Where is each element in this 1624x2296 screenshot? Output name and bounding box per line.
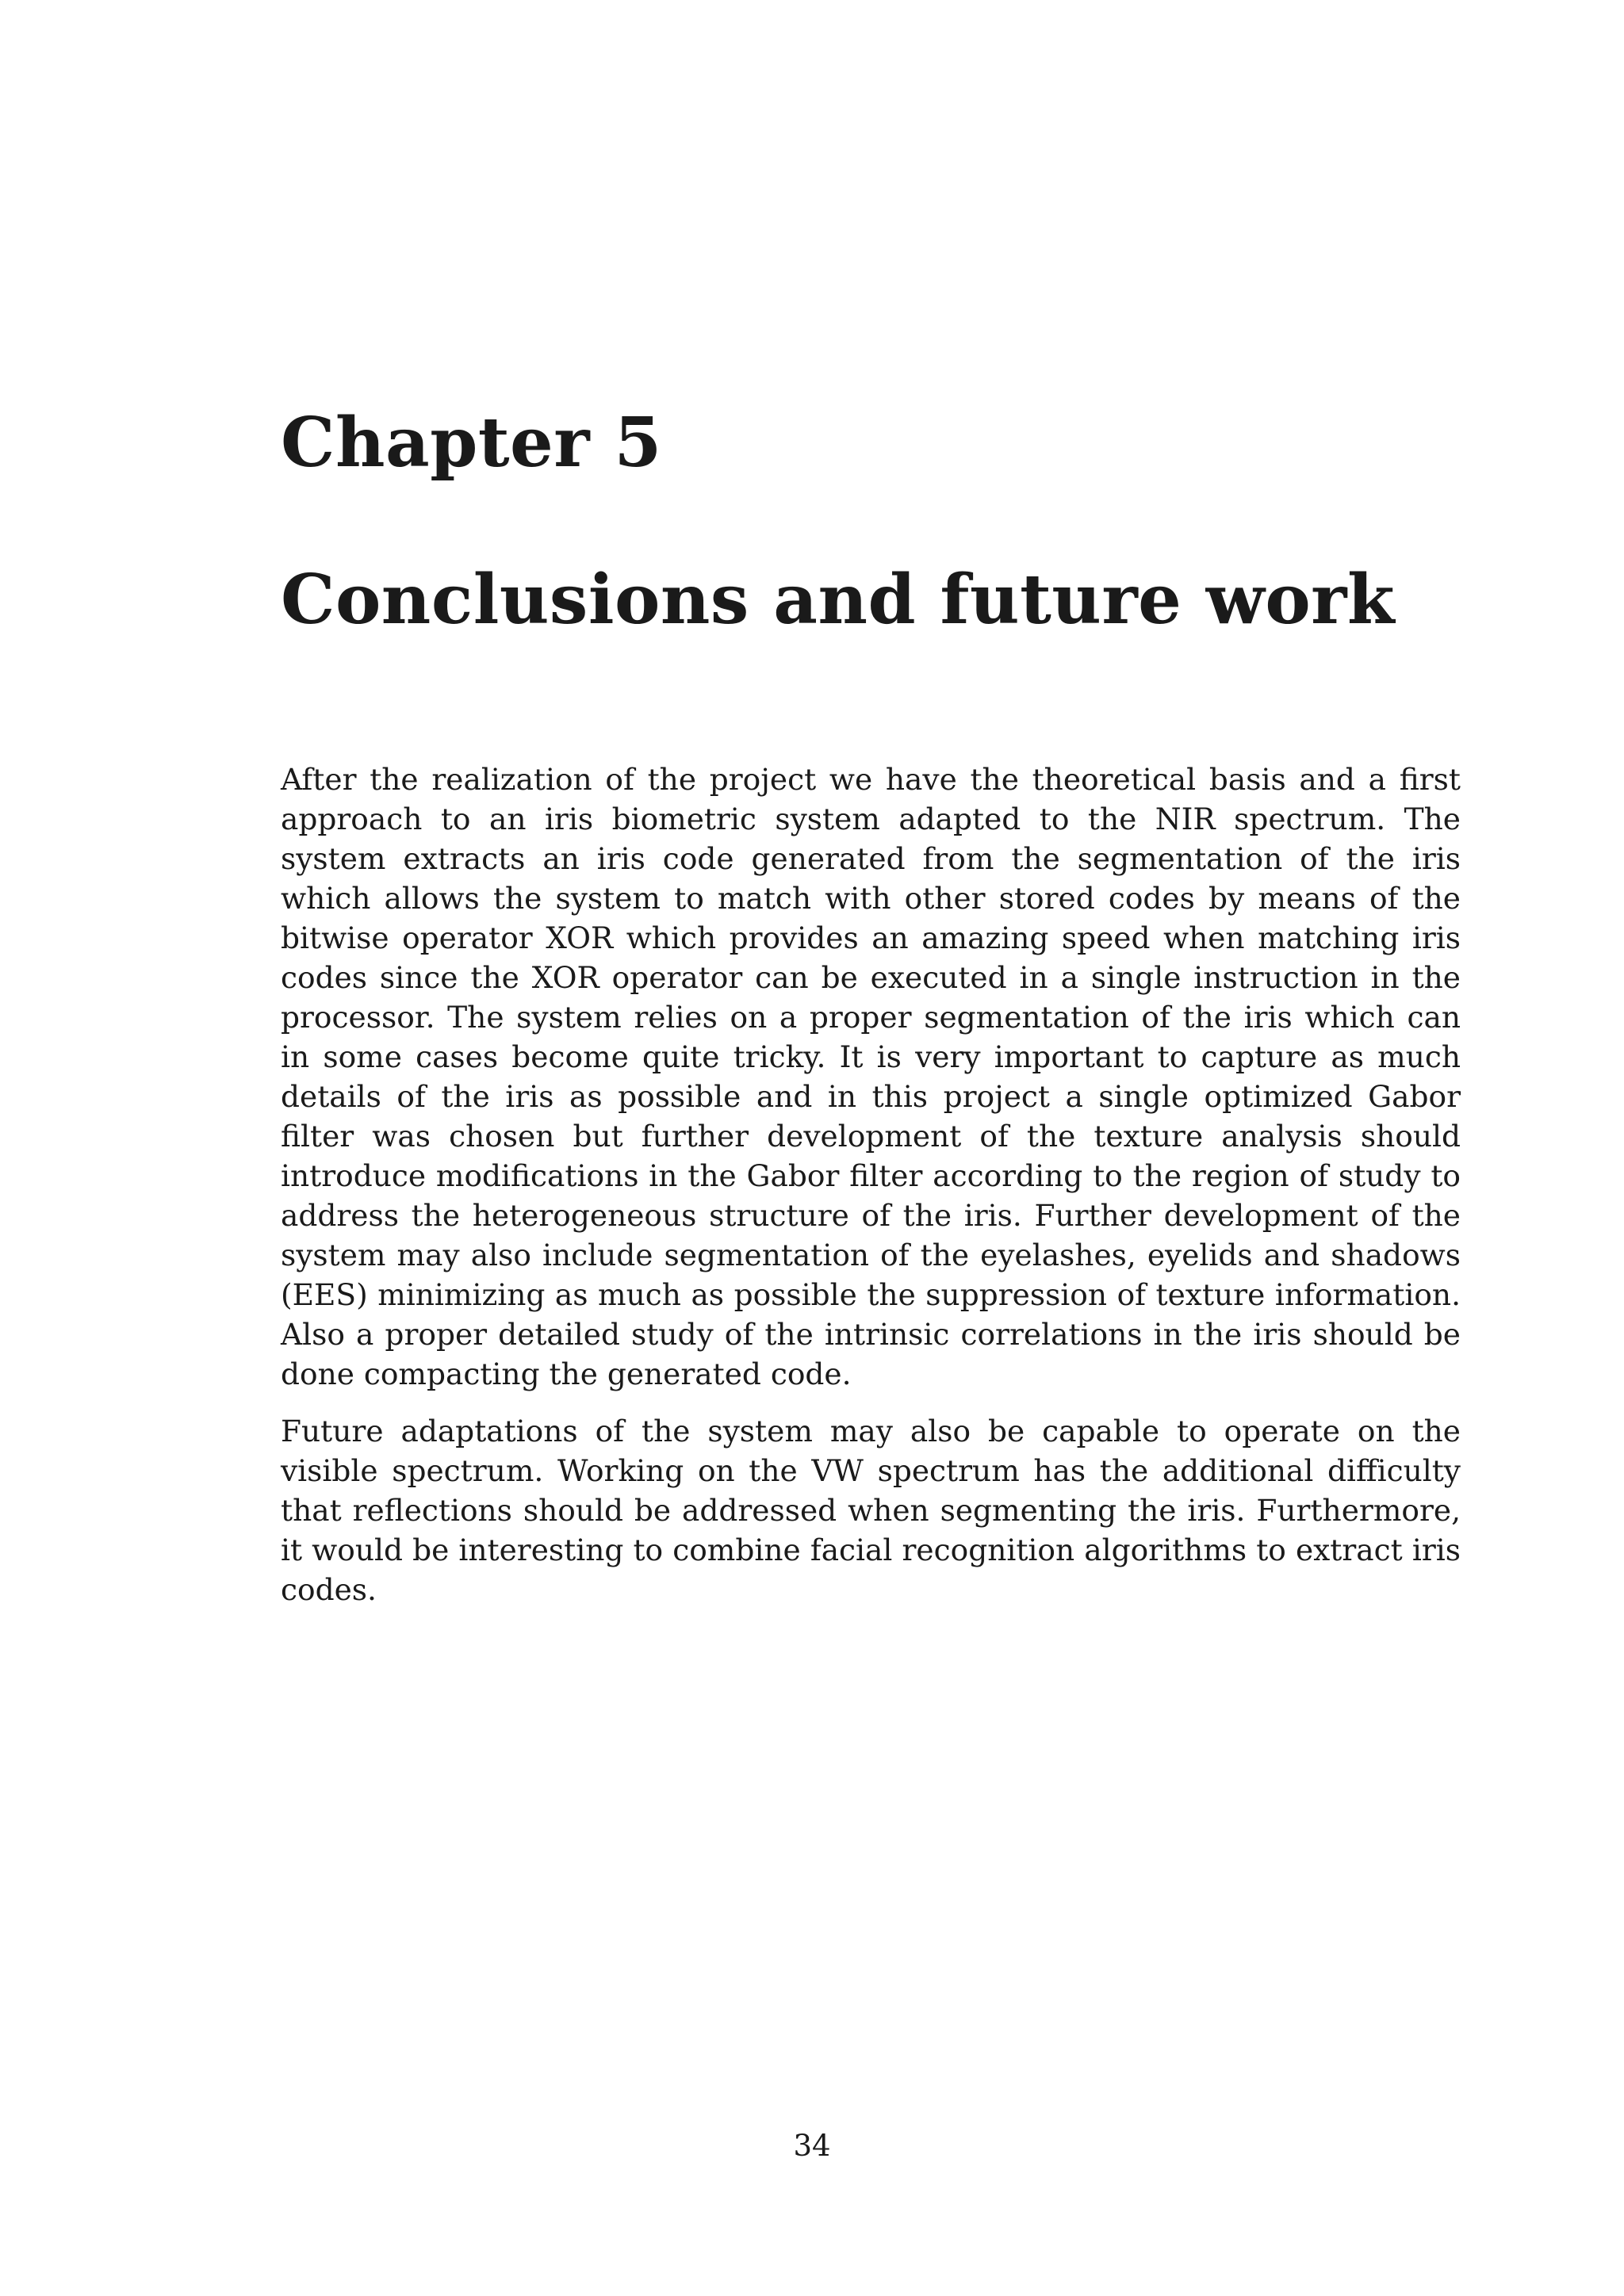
chapter-title: Conclusions and future work (281, 560, 1396, 640)
chapter-body (281, 760, 1461, 1627)
body-paragraph: After the realization of the project we have the theoretical basis and a first approach to an iris biometric system adapted to the NIR spectrum. The system extracts an iris code generated from the segmentation of the iris which allows the system to match with other stored codes by means of the bitwise operator XOR which provides an amazing speed when matching iris codes since the XOR operator can be executed in a single instruction in the processor. The system relies on a proper segmentation of the iris which can in some cases become quite tricky. It is very important to capture as much details of the iris as possible and in this project a single optimized Gabor filter was chosen but further development of the texture analysis should introduce modifications in the Gabor filter according to the region of study to address the heterogeneous structure of the iris. Further development of the system may also include segmentation of the eyelashes, eyelids and shadows (EES) minimizing as much as possible the suppression of texture information. Also a proper detailed study of the intrinsic correlations in the iris should be done compacting the generated code. (281, 762, 1461, 1391)
chapter-label: Chapter 5 (281, 403, 662, 483)
body-paragraph: Future adaptations of the system may also be capable to operate on the visible spectrum. Working on the VW spectrum has the additional difficulty that reflections should be addressed when segmenting the iris. Furthermore, it would be interesting to combine facial recognition algorithms to extract iris codes. (281, 1414, 1461, 1607)
page-number: 34 (793, 2129, 831, 2163)
